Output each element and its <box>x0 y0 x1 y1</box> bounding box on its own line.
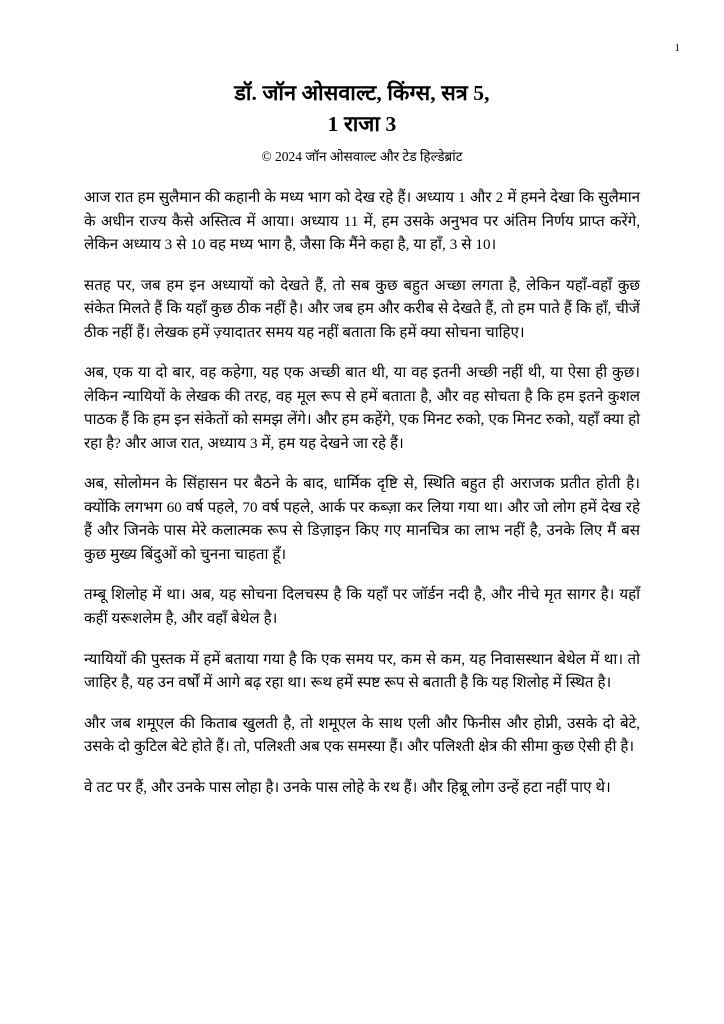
title-line-1: डॉ. जॉन ओसवाल्ट, किंग्स, सत्र 5, <box>234 81 490 105</box>
page-number: 1 <box>674 42 680 54</box>
copyright-notice: © 2024 जॉन ओसवाल्ट और टेड हिल्डेब्रांट <box>261 149 463 165</box>
paragraph: और जब शमूएल की किताब खुलती है, तो शमूएल के साथ एली और फिनीस और होप्नी, उसके दो बेटे, उसके दो कुटिल बेटे होते हैं। तो, पलिश्ती अब एक समस्या हैं। और पलिश्ती क्षेत्र की सीमा कुछ ऐसी ही है। <box>84 715 640 756</box>
paragraph: सतह पर, जब हम इन अध्यायों को देखते हैं, तो सब कुछ बहुत अच्छा लगता है, लेकिन यहाँ-वहाँ कुछ संकेत मिलते हैं कि यहाँ कुछ ठीक नहीं है। और जब हम और करीब से देखते हैं, तो हम पाते हैं कि हाँ, चीजें ठीक नहीं हैं। लेखक हमें ज़्यादातर समय यह नहीं बताता कि हमें क्या सोचना चाहिए। <box>84 277 640 341</box>
paragraph: अब, सोलोमन के सिंहासन पर बैठने के बाद, धार्मिक दृष्टि से, स्थिति बहुत ही अराजक प्रतीत होती है। क्योंकि लगभग 60 वर्ष पहले, 70 वर्ष पहले, आर्क पर कब्ज़ा कर लिया गया था। और जो लोग हमें देख रहे हैं और जिनके पास मेरे कलात्मक रूप से डिज़ाइन किए गए मानचित्र का लाभ नहीं है, उनके लिए मैं बस कुछ मुख्य बिंदुओं को चुनना चाहता हूँ। <box>84 476 640 563</box>
body-text <box>84 187 640 800</box>
document-content <box>84 78 640 800</box>
paragraph: वे तट पर हैं, और उनके पास लोहा है। उनके पास लोहे के रथ हैं। और हिब्रू लोग उन्हें हटा नहीं पाए थे। <box>84 779 611 796</box>
title-line-2: 1 राजा 3 <box>327 111 397 136</box>
paragraph: अब, एक या दो बार, वह कहेगा, यह एक अच्छी बात थी, या वह इतनी अच्छी नहीं थी, या ऐसा ही कुछ। लेकिन न्यायियों के लेखक की तरह, वह मूल रूप से हमें बताता है, और वह सोचता है कि हम इतने कुशल पाठक हैं कि हम इन संकेतों को समझ लेंगे। और हम कहेंगे, एक मिनट रुको, एक मिनट रुको, यहाँ क्या हो रहा है? और आज रात, अध्याय 3 में, हम यह देखने जा रहे हैं। <box>84 365 640 452</box>
paragraph: न्यायियों की पुस्तक में हमें बताया गया है कि एक समय पर, कम से कम, यह निवासस्थान बेथेल में था। तो जाहिर है, यह उन वर्षों में आगे बढ़ रहा था। रूथ हमें स्पष्ट रूप से बताती है कि यह शिलोह में स्थित है। <box>84 651 640 692</box>
paragraph: तम्बू शिलोह में था। अब, यह सोचना दिलचस्प है कि यहाँ पर जॉर्डन नदी है, और नीचे मृत सागर है। यहाँ कहीं यरूशलेम है, और वहाँ बेथेल है। <box>84 587 640 627</box>
paragraph: आज रात हम सुलैमान की कहानी के मध्य भाग को देख रहे हैं। अध्याय 1 और 2 में हमने देखा कि सुलैमान के अधीन राज्य कैसे अस्तित्व में आया। अध्याय 11 में, हम उसके अनुभव पर अंतिम निर्णय प्राप्त करेंगे, लेकिन अध्याय 3 से 10 वह मध्य भाग है, जैसा कि मैंने कहा है, या हाँ, 3 से 10। <box>84 190 640 254</box>
page-title <box>84 78 640 139</box>
